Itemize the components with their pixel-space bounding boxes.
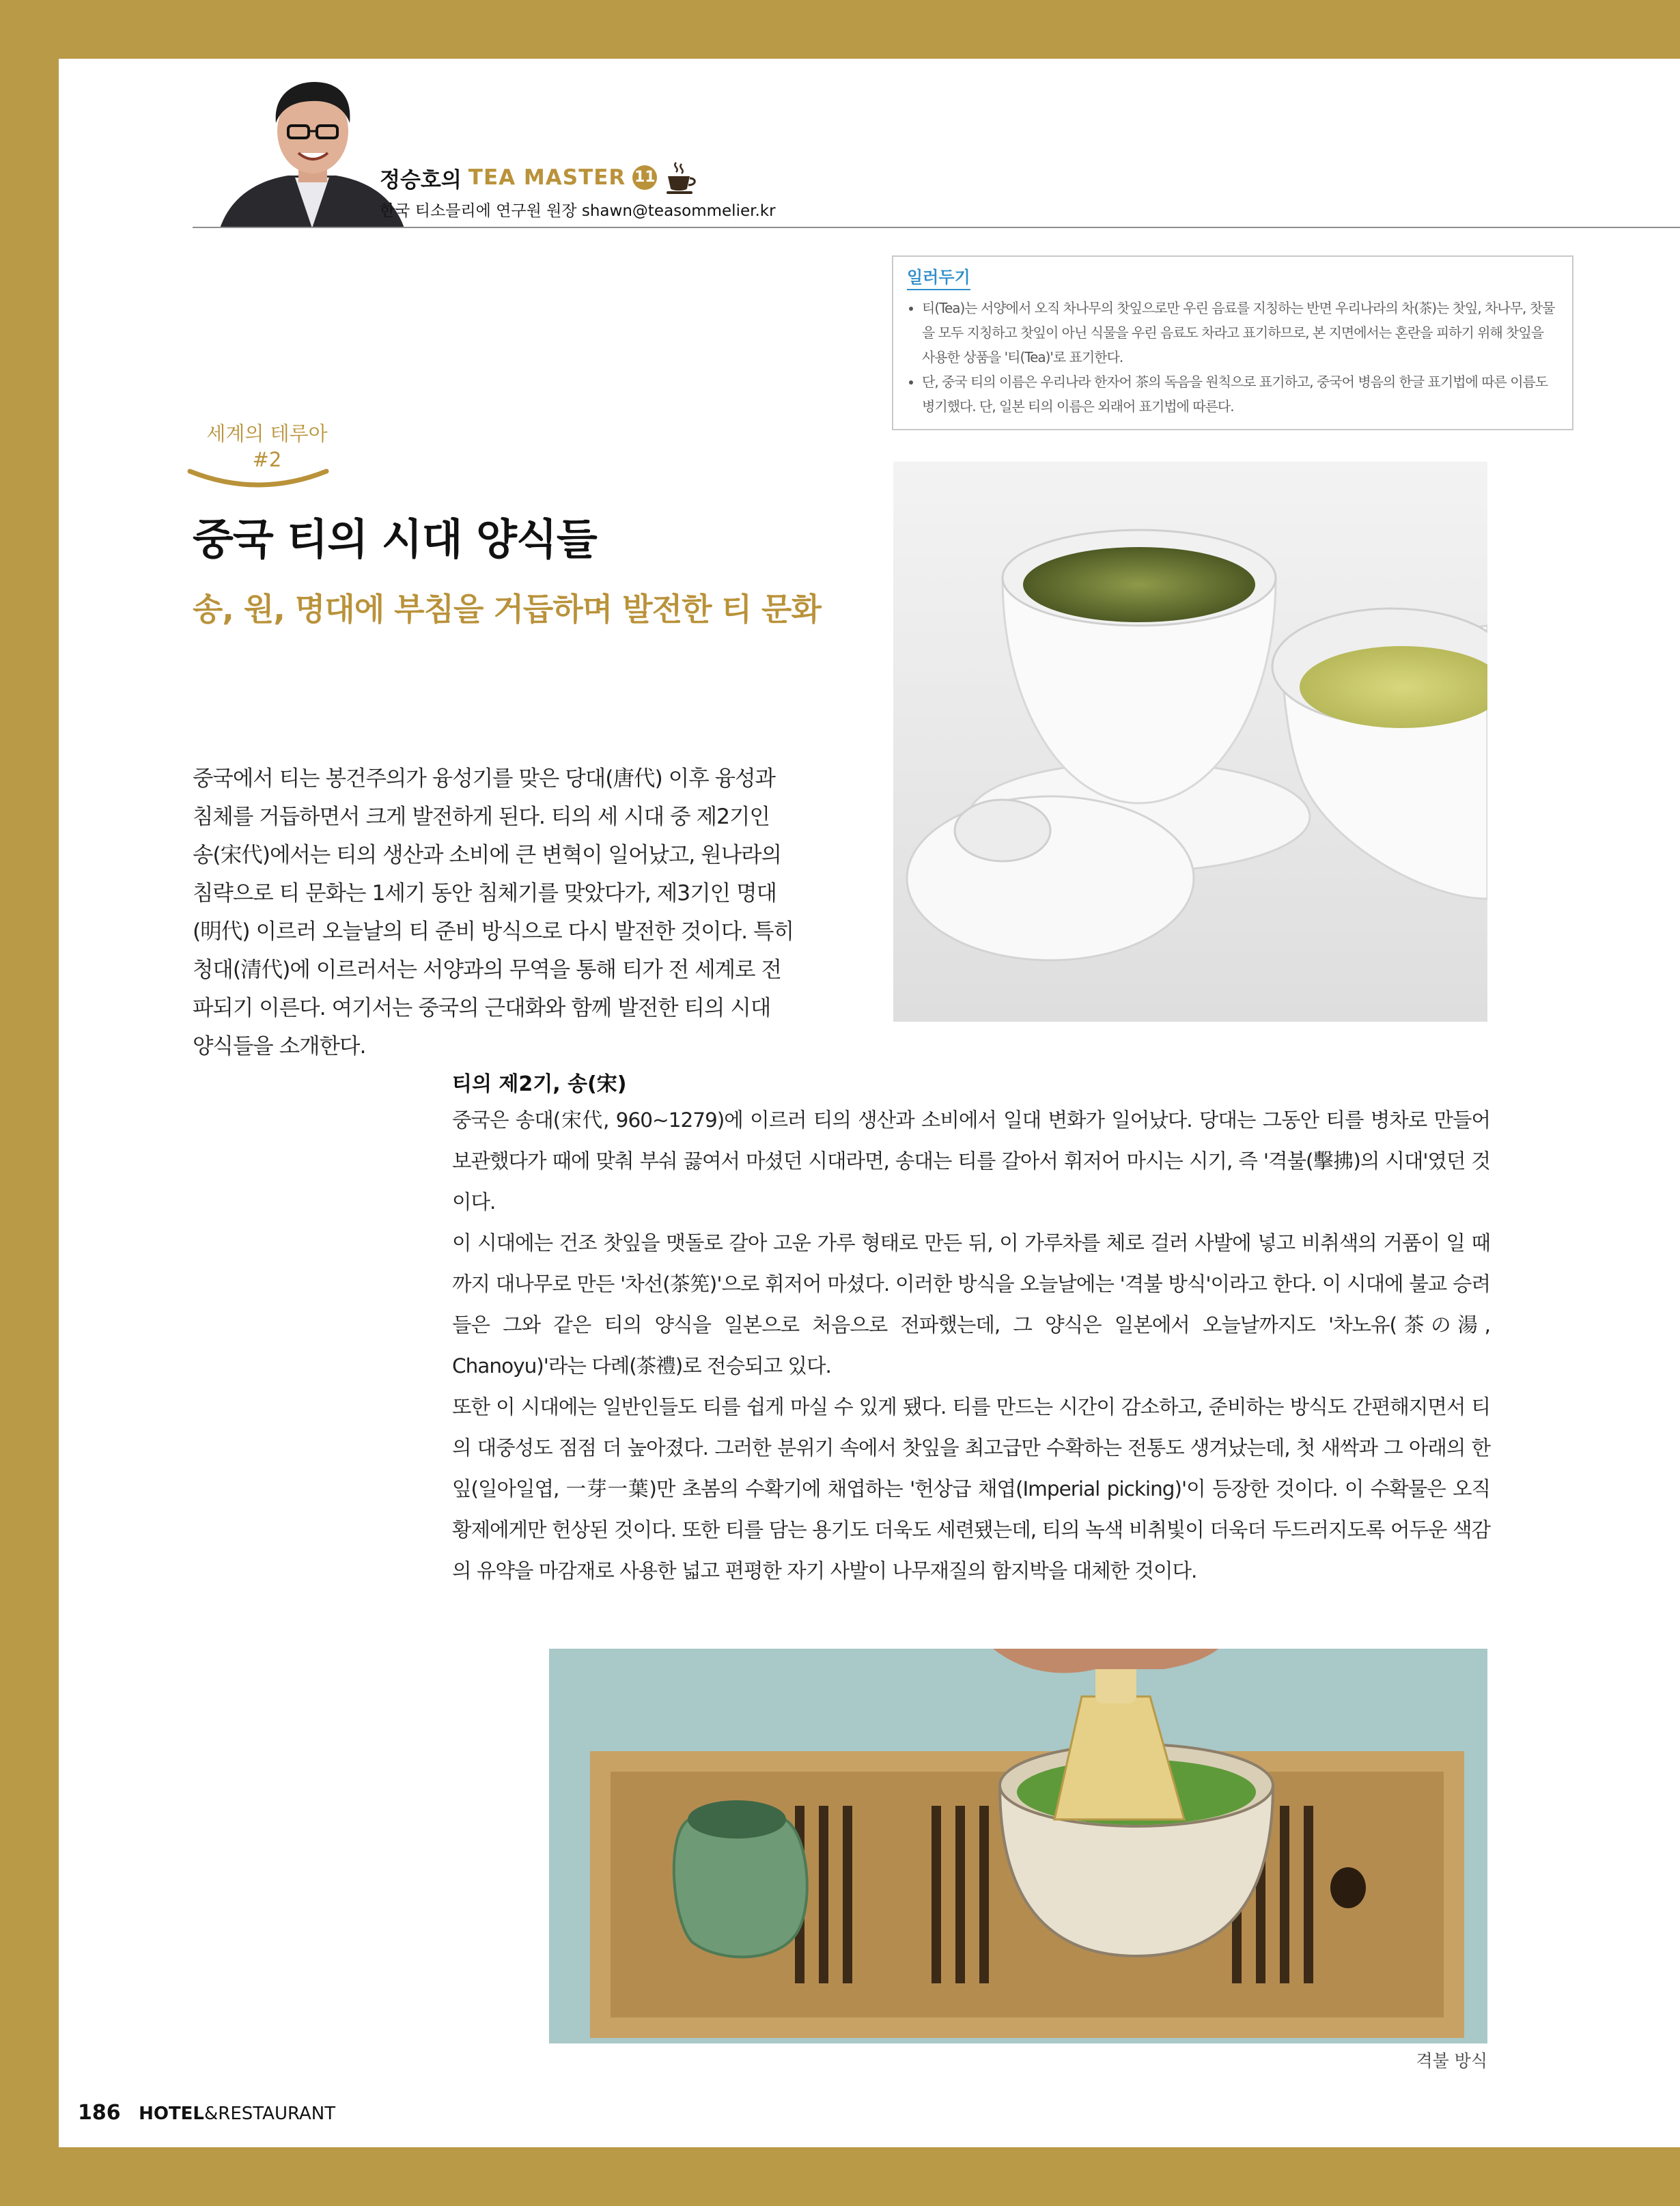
series-prefix: 정승호의 xyxy=(380,167,462,193)
notice-item: • 티(Tea)는 서양에서 오직 차나무의 찻잎으로만 우린 음료를 지칭하는 반면 우리나라의 차(茶)는 찻잎, 차나무, 찻물을 모두 지칭하고 찻잎이 아닌 식물을 우린 음료도 차라고 표기하므로, 본 지면에서는 혼란을 피하기 위해 찻잎을 사용한 상품을 '티(Tea)'로 표기한다. xyxy=(922,296,1558,369)
series-tag-label: 세계의 테루아 xyxy=(206,422,328,445)
section-heading: 티의 제2기, 송(宋) xyxy=(452,1072,627,1096)
series-number-badge: 11 xyxy=(632,165,657,190)
notice-list xyxy=(907,296,1558,419)
article-title: 중국 티의 시대 양식들 xyxy=(193,514,597,564)
photo-caption: 격불 방식 xyxy=(1416,2051,1487,2071)
author-byline: 한국 티소믈리에 연구원 원장 shawn@teasommelier.kr xyxy=(380,202,776,220)
magazine-page xyxy=(59,59,1680,2147)
header-divider xyxy=(193,227,1680,228)
paragraph: 이 시대에는 건조 찻잎을 맷돌로 갈아 고운 가루 형태로 만든 뒤, 이 가루차를 체로 걸러 사발에 넣고 비취색의 거품이 일 때까지 대나무로 만든 '차선(茶筅)'으로 휘저어 마셨다. 이러한 방식을 오늘날에는 '격불 방식'이라고 한다. 이 시대에 불교 승려들은 그와 같은 티의 양식을 일본으로 처음으로 전파했는데, 그 양식은 일본에서 오늘날까지도 '차노유(茶の湯, Chanoyu)'라는 다례(茶禮)로 전승되고 있다. xyxy=(452,1231,1490,1378)
series-tag-number: #2 xyxy=(252,448,282,471)
section-body xyxy=(452,1100,1490,1591)
page-footer xyxy=(78,2101,335,2125)
matcha-whisking-photo xyxy=(549,1649,1487,2043)
notice-title: 일러두기 xyxy=(907,264,970,290)
gaiwan-tea-photo xyxy=(893,462,1487,1022)
paragraph: 중국은 송대(宋代, 960~1279)에 이르러 티의 생산과 소비에서 일대 변화가 일어났다. 당대는 그동안 티를 병차로 만들어 보관했다가 때에 맞춰 부숴 끓여서 마셨던 시대라면, 송대는 티를 갈아서 휘저어 마시는 시기, 즉 '격불(擊拂)의 시대'였던 것이다. xyxy=(452,1108,1490,1214)
page-number: 186 xyxy=(78,2101,121,2125)
series-name: TEA MASTER xyxy=(468,165,626,190)
notice-box xyxy=(892,255,1573,430)
paragraph: 또한 이 시대에는 일반인들도 티를 쉽게 마실 수 있게 됐다. 티를 만드는 시간이 감소하고, 준비하는 방식도 간편해지면서 티의 대중성도 점점 더 높아졌다. 그러한 분위기 속에서 찻잎을 최고급만 수확하는 전통도 생겨났는데, 첫 새싹과 그 아래의 한 잎(일아일엽, 一芽一葉)만 초봄의 수확기에 채엽하는 '헌상급 채엽(Imperial picking)'이 등장한 것이다. 이 수확물은 오직 황제에게만 헌상된 것이다. 또한 티를 담는 용기도 더욱도 세련됐는데, 티의 녹색 비취빛이 더욱더 두드러지도록 어두운 색감의 유약을 마감재로 사용한 넓고 편평한 자기 사발이 나무재질의 함지박을 대체한 것이다. xyxy=(452,1395,1490,1582)
article-intro: 중국에서 티는 봉건주의가 융성기를 맞은 당대(唐代) 이후 융성과 침체를 거듭하면서 크게 발전하게 된다. 티의 세 시대 중 제2기인 송(宋代)에서는 티의 생산과 소비에 큰 변혁이 일어났고, 원나라의 침략으로 티 문화는 1세기 동안 침체기를 맞았다가, 제3기인 명대(明代) 이르러 오늘날의 티 준비 방식으로 다시 발전한 것이다. 특히 청대(清代)에 이르러서는 서양과의 무역을 통해 티가 전 세계로 전파되기 이른다. 여기서는 중국의 근대화와 함께 발전한 티의 시대 양식들을 소개한다. xyxy=(193,766,794,1059)
article-subtitle: 송, 원, 명대에 부침을 거듭하며 발전한 티 문화 xyxy=(193,591,821,628)
magazine-name xyxy=(139,2104,335,2124)
series-title xyxy=(380,160,698,195)
magazine-name-part: HOTEL xyxy=(139,2104,205,2124)
magazine-name-part: RESTAURANT xyxy=(218,2104,336,2124)
teacup-icon xyxy=(662,160,698,195)
magazine-name-amp: & xyxy=(204,2104,219,2124)
series-tag xyxy=(188,421,346,473)
notice-item: • 단, 중국 티의 이름은 우리나라 한자어 茶의 독음을 원칙으로 표기하고, 중국어 병음의 한글 표기법에 따른 이름도 병기했다. 단, 일본 티의 이름은 외래어 표기법에 따른다. xyxy=(922,369,1558,419)
tag-arc-decoration xyxy=(186,466,331,493)
